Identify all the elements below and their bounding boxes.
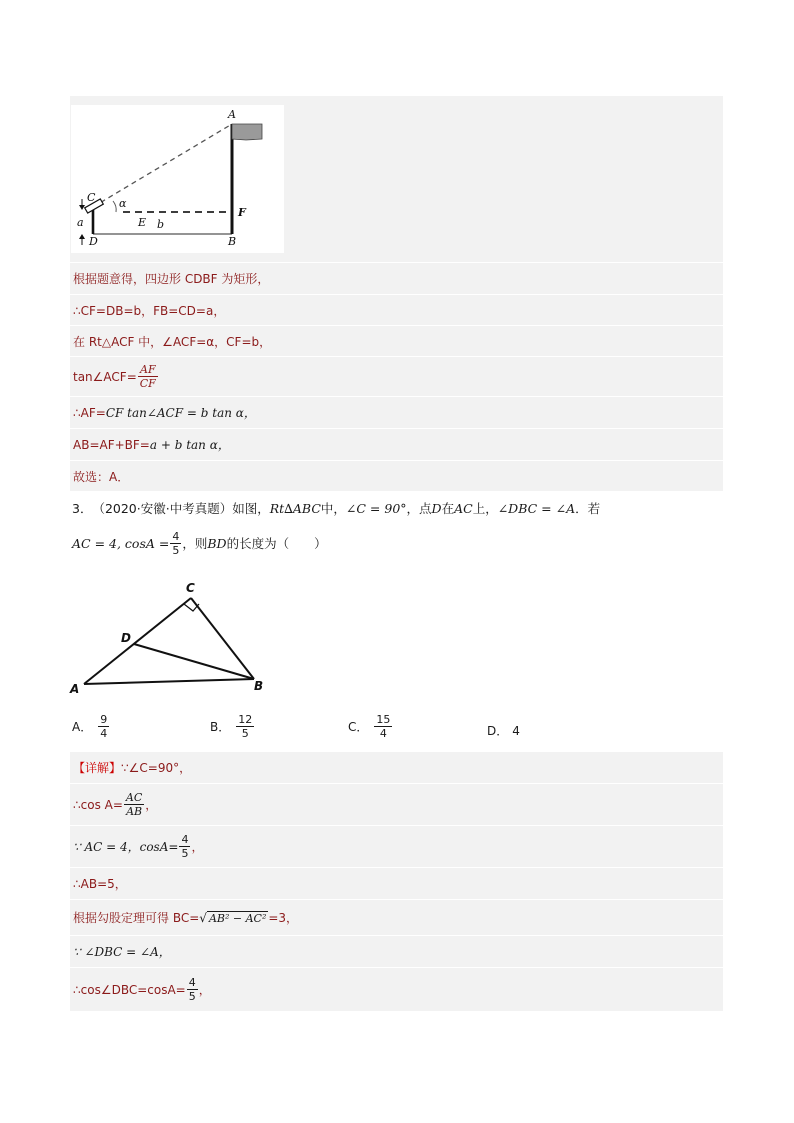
af-expression: CF tan∠ACF = b tan α， — [105, 406, 256, 420]
detail-line-6: ∵ ∠DBC = ∠A， — [70, 935, 723, 967]
detail-line-5: 根据勾股定理可得 BC= √ AB² − AC² =3， — [70, 899, 723, 935]
option-c[interactable]: C． $\frac{15}{4}$ — [348, 713, 391, 740]
side-AC — [84, 598, 191, 684]
fraction-af-cf: $\frac{AF}{CF}$ — [139, 363, 156, 390]
label-A: A — [70, 682, 80, 696]
label-alpha: α — [119, 197, 127, 210]
detail-line-4: ∴AB=5， — [70, 867, 723, 899]
solution-line-4: tan∠ACF= $\frac{AF}{CF}$ — [70, 356, 723, 396]
detail-line-7: ∴cos∠DBC=cosA= $\frac{4}{5}$ ， — [70, 967, 723, 1011]
side-CB — [191, 598, 254, 679]
label-D: D — [121, 631, 131, 645]
flagpole-figure — [71, 105, 284, 253]
label-E: E — [138, 216, 147, 229]
detail-line-2: ∴cos A= $\frac{AC}{AB}$ ， — [70, 783, 723, 825]
label-C: C — [186, 581, 195, 595]
detail-line-1: 【详解】 ∵∠C=90°， — [70, 751, 723, 783]
label-B: B — [228, 235, 237, 248]
solution-line-7: 故选：A． — [70, 460, 723, 491]
flag — [232, 124, 262, 140]
label-A: A — [228, 108, 236, 121]
triangle-figure — [68, 578, 273, 700]
solution-line-6: AB=AF+BF= a + b tan α， — [70, 428, 723, 460]
solution-line-3: 在 Rt△ACF 中，∠ACF=α，CF=b， — [70, 325, 723, 356]
option-a[interactable]: A． $\frac{9}{4}$ — [72, 713, 108, 740]
label-a: a — [77, 216, 84, 229]
label-B: B — [254, 679, 264, 693]
question-line-1: 3． （2020·安徽·中考真题）如图， Rt∆ABC 中， ∠C = 90° ，点 D 在 AC 上， ∠DBC = ∠A ．若 — [72, 500, 601, 516]
option-b[interactable]: B． $\frac{12}{5}$ — [210, 713, 253, 740]
side-AB — [84, 679, 254, 684]
segment-DB — [134, 644, 254, 679]
label-D: D — [89, 235, 98, 248]
option-d[interactable]: D． 4 — [487, 723, 520, 738]
label-C: C — [87, 191, 96, 204]
sight-line — [93, 124, 232, 207]
solution-line-2: ∴CF=DB=b，FB=CD=a， — [70, 294, 723, 325]
solution-line-1: 根据题意得，四边形 CDBF 为矩形， — [70, 262, 723, 294]
solution-line-5: ∴AF= CF tan∠ACF = b tan α， — [70, 396, 723, 428]
label-b: b — [157, 218, 165, 231]
ab-expression: a + b tan α， — [149, 438, 230, 452]
question-line-2: AC = 4, cosA = $\frac{4}{5}$ ，则 BD 的长度为（ ） — [72, 529, 327, 557]
fraction-cosA: $\frac{4}{5}$ — [172, 529, 180, 557]
detail-line-3: ∵ AC = 4，cosA= $\frac{4}{5}$ ， — [70, 825, 723, 867]
label-F: F — [238, 206, 246, 219]
angle-arc — [113, 201, 116, 212]
solution-block-bottom — [70, 751, 723, 1011]
solution-block-top — [70, 96, 723, 491]
